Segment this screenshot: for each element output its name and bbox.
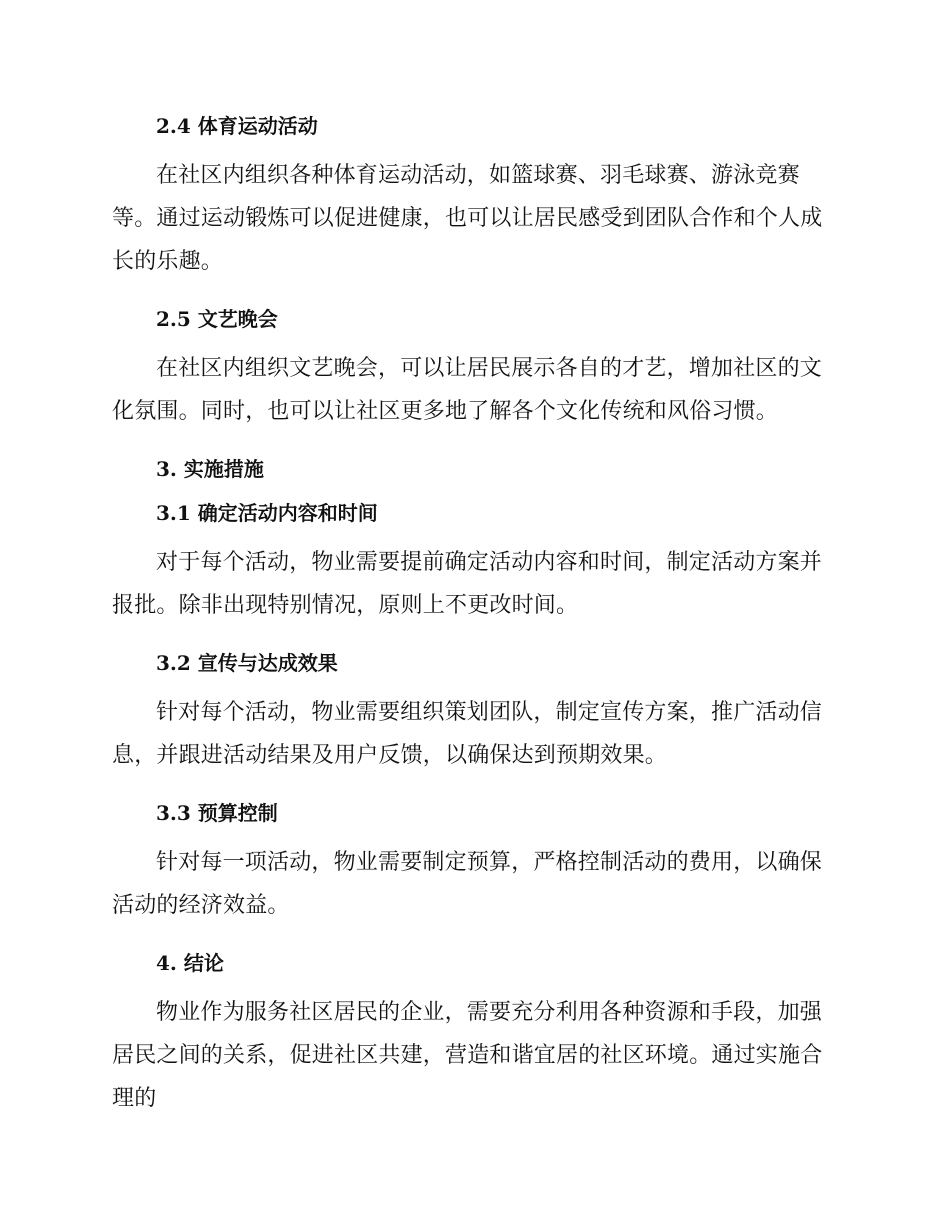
paragraph-promotion: 针对每个活动，物业需要组织策划团队，制定宣传方案，推广活动信息，并跟进活动结果及用户反馈，以确保达到预期效果。 (112, 700, 823, 768)
section-heading-3: 3. 实施措施 (156, 457, 264, 481)
paragraph-content-and-time: 对于每个活动，物业需要提前确定活动内容和时间，制定活动方案并报批。除非出现特别情况，原则上不更改时间。 (112, 550, 823, 618)
section-heading-3-3: 3.3 预算控制 (156, 801, 278, 825)
section-heading-2-5: 2.5 文艺晚会 (156, 307, 278, 331)
section-heading-2-4: 2.4 体育运动活动 (156, 114, 318, 138)
section-heading-3-1: 3.1 确定活动内容和时间 (156, 501, 378, 525)
section-heading-4: 4. 结论 (156, 951, 224, 975)
paragraph-arts-evening: 在社区内组织文艺晚会，可以让居民展示各自的才艺，增加社区的文化氛围。同时，也可以让社区更多地了解各个文化传统和风俗习惯。 (112, 356, 823, 424)
paragraph-sports-activities: 在社区内组织各种体育运动活动，如篮球赛、羽毛球赛、游泳竞赛等。通过运动锻炼可以促进健康，也可以让居民感受到团队合作和个人成长的乐趣。 (112, 163, 823, 274)
paragraph-conclusion: 物业作为服务社区居民的企业，需要充分利用各种资源和手段，加强居民之间的关系，促进社区共建，营造和谐宜居的社区环境。通过实施合理的 (112, 1000, 823, 1111)
section-heading-3-2: 3.2 宣传与达成效果 (156, 651, 338, 675)
paragraph-budget-control: 针对每一项活动，物业需要制定预算，严格控制活动的费用，以确保活动的经济效益。 (112, 850, 823, 918)
